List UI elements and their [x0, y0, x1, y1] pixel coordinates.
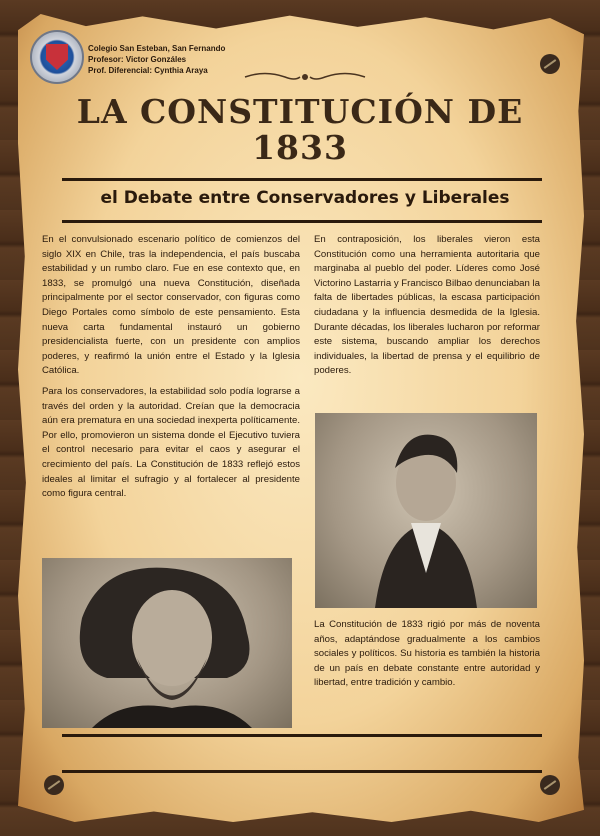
teacher-name: Profesor: Victor Gonzáles: [88, 55, 187, 64]
page-title: LA CONSTITUCIÓN DE 1833: [76, 92, 524, 167]
divider: [62, 734, 542, 737]
paragraph: Para los conservadores, la estabilidad solo podía lograrse a través del orden y la autoridad. Creían que la democracia aún era prematura en una sociedad inexperta políticamente. Por ello, promovieron un sistema donde el Ejecutivo tuviera el control necesario para evitar el caos y asegurar el crecimiento del país. La Constitución de 1833 reflejó estos ideales al limitar el sufragio y al fortalecer al presidente como figura central.: [42, 385, 300, 500]
school-logo: [30, 30, 84, 84]
portrait-conservative: [42, 558, 292, 728]
diff-teacher-name: Prof. Diferencial: Cynthia Araya: [88, 66, 208, 75]
header-info: [88, 43, 225, 76]
portrait-liberal: [315, 413, 537, 608]
screw-icon: [540, 54, 560, 74]
screw-icon: [540, 775, 560, 795]
ornament-icon: [240, 70, 370, 84]
school-name: Colegio San Esteban, San Fernando: [88, 44, 226, 53]
divider: [62, 220, 542, 223]
screw-icon: [44, 775, 64, 795]
paragraph: En contraposición, los liberales vieron esta Constitución como una herramienta autoritaria que marginaba al pueblo del poder. Líderes como José Victorino Lastarria y Francisco Bilbao denunciaban la falta de libertades públicas, la escasa participación ciudadana y la influencia desmedida de la Iglesia. Durante décadas, los liberales lucharon por reformar este sistema, buscando ampliar los derechos individuales, la libertad de prensa y el equilibrio de poderes.: [314, 234, 540, 377]
page-subtitle: el Debate entre Conservadores y Liberales: [100, 188, 510, 208]
divider: [62, 770, 542, 773]
right-column-bottom: [314, 618, 540, 697]
divider: [62, 178, 542, 181]
left-column: [42, 233, 300, 508]
paragraph: En el convulsionado escenario político de comienzos del siglo XIX en Chile, tras la independencia, el país buscaba estabilidad y un rumbo claro. Fue en ese contexto que, en 1833, se promulgó una nueva Constitución, diseñada principalmente por el sector conservador, con figuras como Diego Portales como símbolo de este pensamiento. Esta nueva carta fundamental instauró un gobierno presidencialista fuerte, con un presidente con amplios poderes, y reafirmó la unión entre el Estado y la Iglesia Católica.: [42, 234, 300, 377]
paragraph: La Constitución de 1833 rigió por más de noventa años, adaptándose gradualmente a los cambios sociales y políticos. Su historia es también la historia de un país en debate constante entre autoridad y libertad, entre tradición y cambio.: [314, 619, 540, 689]
right-column: [314, 233, 540, 385]
